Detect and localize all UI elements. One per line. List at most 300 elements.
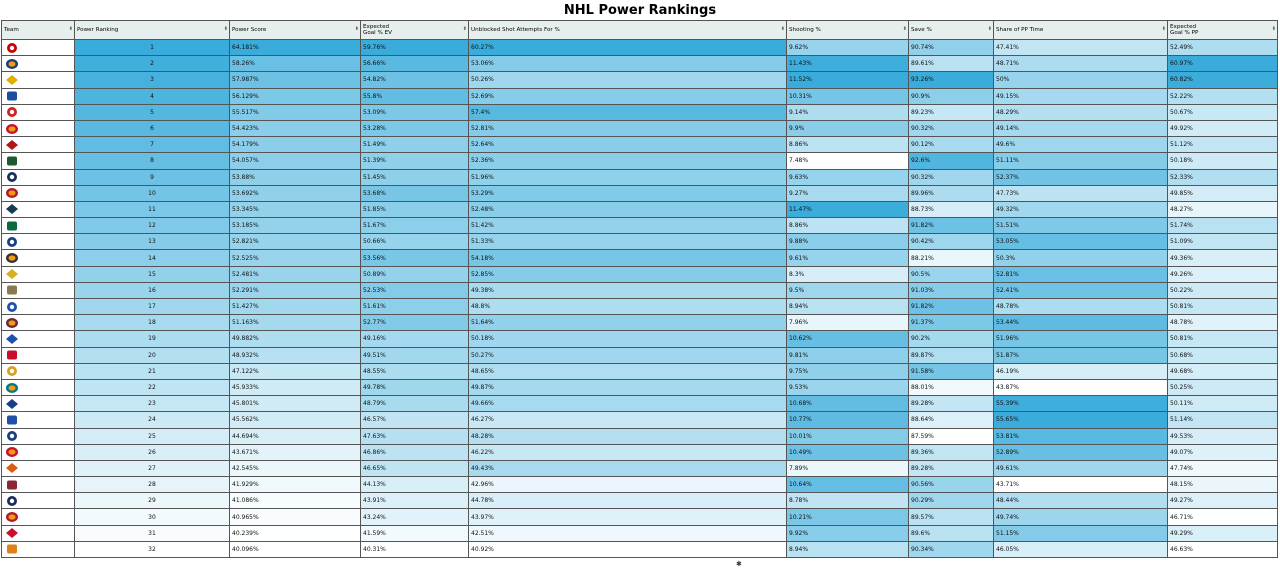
sort-icon[interactable]: ⬍ bbox=[1271, 26, 1276, 32]
detroit-red-wings-logo bbox=[3, 446, 74, 458]
column-header-label-line2: Goal % EV bbox=[363, 30, 392, 36]
cell-sv: 93.26% bbox=[909, 72, 994, 88]
table-row bbox=[2, 120, 1278, 136]
cell-sh: 10.31% bbox=[787, 88, 909, 104]
sort-icon[interactable]: ⬍ bbox=[780, 26, 785, 32]
cell-usa: 52.85% bbox=[469, 266, 787, 282]
column-header-usa[interactable] bbox=[469, 21, 787, 40]
team-logo-cell bbox=[2, 250, 75, 266]
cell-score: 53.185% bbox=[230, 218, 361, 234]
cell-xg_pp: 48.78% bbox=[1168, 315, 1278, 331]
cell-sv: 89.28% bbox=[909, 396, 994, 412]
team-logo-cell bbox=[2, 282, 75, 298]
winnipeg-jets-logo bbox=[3, 171, 74, 183]
cell-rank: 25 bbox=[75, 428, 230, 444]
cell-xg_pp: 49.53% bbox=[1168, 428, 1278, 444]
cell-sv: 89.28% bbox=[909, 460, 994, 476]
table-row bbox=[2, 331, 1278, 347]
cell-xg_ev: 55.8% bbox=[361, 88, 469, 104]
cell-sh: 9.61% bbox=[787, 250, 909, 266]
cell-xg_ev: 51.45% bbox=[361, 169, 469, 185]
cell-pp_share: 48.29% bbox=[994, 104, 1168, 120]
cell-pp_share: 48.71% bbox=[994, 56, 1168, 72]
cell-xg_pp: 50.81% bbox=[1168, 299, 1278, 315]
table-row bbox=[2, 428, 1278, 444]
cell-usa: 48.65% bbox=[469, 363, 787, 379]
cell-pp_share: 53.81% bbox=[994, 428, 1168, 444]
cell-xg_ev: 53.28% bbox=[361, 120, 469, 136]
cell-usa: 51.64% bbox=[469, 315, 787, 331]
team-logo-cell bbox=[2, 185, 75, 201]
column-header-label: Expected bbox=[363, 24, 390, 30]
cell-usa: 60.27% bbox=[469, 40, 787, 56]
cell-pp_share: 53.05% bbox=[994, 234, 1168, 250]
cell-xg_ev: 48.55% bbox=[361, 363, 469, 379]
cell-xg_pp: 49.85% bbox=[1168, 185, 1278, 201]
cell-pp_share: 49.15% bbox=[994, 88, 1168, 104]
cell-xg_pp: 49.27% bbox=[1168, 493, 1278, 509]
team-logo-cell bbox=[2, 428, 75, 444]
cell-rank: 10 bbox=[75, 185, 230, 201]
team-logo-cell bbox=[2, 347, 75, 363]
cell-pp_share: 47.41% bbox=[994, 40, 1168, 56]
cell-sv: 89.96% bbox=[909, 185, 994, 201]
cell-xg_pp: 49.26% bbox=[1168, 266, 1278, 282]
column-header-label: Shooting % bbox=[789, 27, 821, 33]
page-title: NHL Power Rankings bbox=[563, 3, 717, 18]
cell-usa: 50.26% bbox=[469, 72, 787, 88]
cell-xg_ev: 51.85% bbox=[361, 201, 469, 217]
cell-score: 58.26% bbox=[230, 56, 361, 72]
cell-pp_share: 49.61% bbox=[994, 460, 1168, 476]
sort-icon[interactable]: ⬍ bbox=[223, 26, 228, 32]
cell-sv: 90.34% bbox=[909, 541, 994, 557]
cell-score: 49.882% bbox=[230, 331, 361, 347]
cell-xg_pp: 51.09% bbox=[1168, 234, 1278, 250]
los-angeles-kings-logo bbox=[3, 252, 74, 264]
cell-sv: 89.61% bbox=[909, 56, 994, 72]
cell-rank: 32 bbox=[75, 541, 230, 557]
cell-pp_share: 51.51% bbox=[994, 218, 1168, 234]
sort-icon[interactable]: ⬍ bbox=[1161, 26, 1166, 32]
washington-capitals-logo bbox=[3, 349, 74, 361]
table-row bbox=[2, 104, 1278, 120]
cell-rank: 6 bbox=[75, 120, 230, 136]
cell-rank: 5 bbox=[75, 104, 230, 120]
cell-xg_pp: 50.18% bbox=[1168, 153, 1278, 169]
cell-rank: 9 bbox=[75, 169, 230, 185]
sort-icon[interactable]: ⬍ bbox=[462, 26, 467, 32]
table-row bbox=[2, 137, 1278, 153]
team-logo-cell bbox=[2, 266, 75, 282]
cell-xg_pp: 60.97% bbox=[1168, 56, 1278, 72]
cell-sv: 90.32% bbox=[909, 120, 994, 136]
cell-pp_share: 46.05% bbox=[994, 541, 1168, 557]
pittsburgh-penguins-logo bbox=[3, 268, 74, 280]
cell-xg_pp: 52.33% bbox=[1168, 169, 1278, 185]
cell-xg_ev: 51.67% bbox=[361, 218, 469, 234]
columbus-blue-jackets-logo bbox=[3, 495, 74, 507]
cell-rank: 30 bbox=[75, 509, 230, 525]
cell-sh: 9.53% bbox=[787, 379, 909, 395]
cell-score: 45.801% bbox=[230, 396, 361, 412]
cell-usa: 52.36% bbox=[469, 153, 787, 169]
cell-sh: 8.86% bbox=[787, 137, 909, 153]
cell-sv: 90.12% bbox=[909, 137, 994, 153]
cell-pp_share: 43.87% bbox=[994, 379, 1168, 395]
cell-xg_pp: 60.82% bbox=[1168, 72, 1278, 88]
cell-score: 40.096% bbox=[230, 541, 361, 557]
cell-pp_share: 52.41% bbox=[994, 282, 1168, 298]
cell-usa: 48.8% bbox=[469, 299, 787, 315]
cell-usa: 51.96% bbox=[469, 169, 787, 185]
column-header-sv[interactable] bbox=[909, 21, 994, 40]
colorado-avalanche-logo bbox=[3, 317, 74, 329]
table-row bbox=[2, 56, 1278, 72]
table-row bbox=[2, 379, 1278, 395]
team-logo-cell bbox=[2, 525, 75, 541]
cell-usa: 53.29% bbox=[469, 185, 787, 201]
team-logo-cell bbox=[2, 379, 75, 395]
cell-score: 55.517% bbox=[230, 104, 361, 120]
table-row bbox=[2, 412, 1278, 428]
cell-xg_ev: 56.66% bbox=[361, 56, 469, 72]
cell-sh: 8.86% bbox=[787, 218, 909, 234]
cell-score: 52.291% bbox=[230, 282, 361, 298]
cell-rank: 4 bbox=[75, 88, 230, 104]
cell-usa: 52.64% bbox=[469, 137, 787, 153]
st-louis-blues-logo bbox=[3, 414, 74, 426]
team-logo-cell bbox=[2, 56, 75, 72]
carolina-hurricanes-logo bbox=[3, 42, 74, 54]
cell-usa: 57.4% bbox=[469, 104, 787, 120]
table-row bbox=[2, 363, 1278, 379]
cell-pp_share: 51.15% bbox=[994, 525, 1168, 541]
cell-sh: 9.63% bbox=[787, 169, 909, 185]
table-row bbox=[2, 282, 1278, 298]
cell-sv: 88.73% bbox=[909, 201, 994, 217]
cell-rank: 13 bbox=[75, 234, 230, 250]
table-row bbox=[2, 201, 1278, 217]
cell-pp_share: 51.96% bbox=[994, 331, 1168, 347]
sort-icon[interactable]: ⬍ bbox=[68, 26, 73, 32]
cell-rank: 22 bbox=[75, 379, 230, 395]
column-header-team[interactable] bbox=[2, 21, 75, 40]
cell-pp_share: 52.81% bbox=[994, 266, 1168, 282]
cell-xg_pp: 50.11% bbox=[1168, 396, 1278, 412]
column-header-label: Power Score bbox=[232, 27, 267, 33]
cell-rank: 20 bbox=[75, 347, 230, 363]
cell-sh: 10.77% bbox=[787, 412, 909, 428]
cell-score: 51.163% bbox=[230, 315, 361, 331]
cell-score: 52.525% bbox=[230, 250, 361, 266]
cell-xg_ev: 43.24% bbox=[361, 509, 469, 525]
table-row bbox=[2, 299, 1278, 315]
team-logo-cell bbox=[2, 493, 75, 509]
cell-sh: 10.64% bbox=[787, 477, 909, 493]
team-logo-cell bbox=[2, 72, 75, 88]
cell-sh: 10.68% bbox=[787, 396, 909, 412]
cell-rank: 14 bbox=[75, 250, 230, 266]
cell-usa: 42.96% bbox=[469, 477, 787, 493]
cell-usa: 49.38% bbox=[469, 282, 787, 298]
cell-usa: 43.97% bbox=[469, 509, 787, 525]
cell-usa: 54.18% bbox=[469, 250, 787, 266]
cell-sh: 9.92% bbox=[787, 525, 909, 541]
cell-xg_pp: 52.49% bbox=[1168, 40, 1278, 56]
sort-icon[interactable]: ⬍ bbox=[902, 26, 907, 32]
cell-sh: 9.62% bbox=[787, 40, 909, 56]
table-row bbox=[2, 444, 1278, 460]
cell-sv: 90.9% bbox=[909, 88, 994, 104]
column-header-xg_pp[interactable] bbox=[1168, 21, 1278, 40]
column-header-label: Save % bbox=[911, 27, 932, 33]
column-header-xg_ev[interactable] bbox=[361, 21, 469, 40]
cell-score: 45.562% bbox=[230, 412, 361, 428]
cell-rank: 21 bbox=[75, 363, 230, 379]
cell-score: 53.88% bbox=[230, 169, 361, 185]
cell-rank: 3 bbox=[75, 72, 230, 88]
cell-rank: 11 bbox=[75, 201, 230, 217]
cell-xg_pp: 51.12% bbox=[1168, 137, 1278, 153]
table-row bbox=[2, 169, 1278, 185]
cell-sv: 90.74% bbox=[909, 40, 994, 56]
cell-xg_ev: 54.82% bbox=[361, 72, 469, 88]
cell-sv: 91.82% bbox=[909, 299, 994, 315]
cell-xg_pp: 49.07% bbox=[1168, 444, 1278, 460]
team-logo-cell bbox=[2, 541, 75, 557]
table-body bbox=[2, 40, 1278, 558]
cell-sv: 89.23% bbox=[909, 104, 994, 120]
cell-xg_pp: 49.36% bbox=[1168, 250, 1278, 266]
cell-xg_ev: 43.91% bbox=[361, 493, 469, 509]
edmonton-oilers-logo bbox=[3, 58, 74, 70]
column-header-score[interactable] bbox=[230, 21, 361, 40]
cell-score: 41.929% bbox=[230, 477, 361, 493]
team-logo-cell bbox=[2, 363, 75, 379]
cell-sh: 10.62% bbox=[787, 331, 909, 347]
cell-score: 40.965% bbox=[230, 509, 361, 525]
power-rankings-table bbox=[1, 20, 1278, 558]
cell-sh: 7.48% bbox=[787, 153, 909, 169]
cell-pp_share: 55.65% bbox=[994, 412, 1168, 428]
cell-rank: 8 bbox=[75, 153, 230, 169]
cell-usa: 50.18% bbox=[469, 331, 787, 347]
cell-rank: 19 bbox=[75, 331, 230, 347]
team-logo-cell bbox=[2, 88, 75, 104]
cell-rank: 28 bbox=[75, 477, 230, 493]
table-row bbox=[2, 315, 1278, 331]
cell-pp_share: 47.73% bbox=[994, 185, 1168, 201]
cell-usa: 48.28% bbox=[469, 428, 787, 444]
boston-bruins-logo bbox=[3, 74, 74, 86]
cell-sv: 88.64% bbox=[909, 412, 994, 428]
cell-pp_share: 53.44% bbox=[994, 315, 1168, 331]
cell-pp_share: 49.32% bbox=[994, 201, 1168, 217]
cell-sh: 7.89% bbox=[787, 460, 909, 476]
san-jose-sharks-logo bbox=[3, 382, 74, 394]
cell-score: 54.179% bbox=[230, 137, 361, 153]
cell-pp_share: 48.44% bbox=[994, 493, 1168, 509]
cell-xg_ev: 49.51% bbox=[361, 347, 469, 363]
cell-pp_share: 46.19% bbox=[994, 363, 1168, 379]
table-row bbox=[2, 153, 1278, 169]
anaheim-ducks-logo bbox=[3, 543, 74, 555]
column-header-pp_share[interactable] bbox=[994, 21, 1168, 40]
cell-xg_ev: 51.61% bbox=[361, 299, 469, 315]
cell-pp_share: 48.78% bbox=[994, 299, 1168, 315]
table-row bbox=[2, 185, 1278, 201]
team-logo-cell bbox=[2, 218, 75, 234]
cell-usa: 49.66% bbox=[469, 396, 787, 412]
cell-usa: 49.43% bbox=[469, 460, 787, 476]
cell-score: 54.057% bbox=[230, 153, 361, 169]
cell-xg_pp: 51.14% bbox=[1168, 412, 1278, 428]
cell-xg_ev: 44.13% bbox=[361, 477, 469, 493]
cell-sh: 8.94% bbox=[787, 299, 909, 315]
column-header-label: Unblocked Shot Attempts For % bbox=[471, 27, 560, 33]
cell-sv: 91.82% bbox=[909, 218, 994, 234]
cell-usa: 50.27% bbox=[469, 347, 787, 363]
cell-sh: 10.49% bbox=[787, 444, 909, 460]
nashville-predators-logo bbox=[3, 365, 74, 377]
cell-xg_ev: 51.39% bbox=[361, 153, 469, 169]
cell-rank: 26 bbox=[75, 444, 230, 460]
cell-pp_share: 43.71% bbox=[994, 477, 1168, 493]
team-logo-cell bbox=[2, 331, 75, 347]
cell-xg_ev: 51.49% bbox=[361, 137, 469, 153]
calgary-flames-logo bbox=[3, 106, 74, 118]
cell-usa: 52.48% bbox=[469, 201, 787, 217]
cell-score: 48.932% bbox=[230, 347, 361, 363]
cell-score: 54.423% bbox=[230, 120, 361, 136]
cell-pp_share: 52.89% bbox=[994, 444, 1168, 460]
team-logo-cell bbox=[2, 299, 75, 315]
team-logo-cell bbox=[2, 40, 75, 56]
cell-xg_ev: 48.79% bbox=[361, 396, 469, 412]
cell-score: 64.181% bbox=[230, 40, 361, 56]
philadelphia-flyers-logo bbox=[3, 462, 74, 474]
cell-sv: 87.59% bbox=[909, 428, 994, 444]
arizona-coyotes-logo bbox=[3, 479, 74, 491]
cell-sv: 90.42% bbox=[909, 234, 994, 250]
sort-icon[interactable]: ⬍ bbox=[987, 26, 992, 32]
table-row bbox=[2, 266, 1278, 282]
cell-score: 47.122% bbox=[230, 363, 361, 379]
table-row bbox=[2, 477, 1278, 493]
cell-sh: 9.5% bbox=[787, 282, 909, 298]
cell-usa: 53.06% bbox=[469, 56, 787, 72]
mouse-cursor-icon: ✱ bbox=[736, 560, 742, 568]
cell-sv: 90.32% bbox=[909, 169, 994, 185]
cell-sh: 7.96% bbox=[787, 315, 909, 331]
cell-rank: 12 bbox=[75, 218, 230, 234]
cell-xg_pp: 50.67% bbox=[1168, 104, 1278, 120]
column-header-sh[interactable] bbox=[787, 21, 909, 40]
minnesota-wild-logo bbox=[3, 155, 74, 167]
cell-score: 56.129% bbox=[230, 88, 361, 104]
team-logo-cell bbox=[2, 169, 75, 185]
cell-score: 40.239% bbox=[230, 525, 361, 541]
cell-usa: 51.42% bbox=[469, 218, 787, 234]
cell-pp_share: 49.74% bbox=[994, 509, 1168, 525]
cell-xg_ev: 52.53% bbox=[361, 282, 469, 298]
cell-score: 57.987% bbox=[230, 72, 361, 88]
ottawa-senators-logo bbox=[3, 139, 74, 151]
cell-xg_ev: 49.16% bbox=[361, 331, 469, 347]
vancouver-canucks-logo bbox=[3, 430, 74, 442]
cell-rank: 17 bbox=[75, 299, 230, 315]
column-header-rank[interactable] bbox=[75, 21, 230, 40]
table-row bbox=[2, 40, 1278, 56]
cell-usa: 42.51% bbox=[469, 525, 787, 541]
cell-xg_pp: 50.81% bbox=[1168, 331, 1278, 347]
new-jersey-devils-logo bbox=[3, 123, 74, 135]
cell-xg_pp: 46.63% bbox=[1168, 541, 1278, 557]
dallas-stars-logo bbox=[3, 220, 74, 232]
cell-sh: 8.3% bbox=[787, 266, 909, 282]
cell-score: 53.345% bbox=[230, 201, 361, 217]
cell-xg_ev: 41.59% bbox=[361, 525, 469, 541]
team-logo-cell bbox=[2, 201, 75, 217]
cell-xg_pp: 49.92% bbox=[1168, 120, 1278, 136]
cell-rank: 27 bbox=[75, 460, 230, 476]
table-row bbox=[2, 509, 1278, 525]
cell-rank: 2 bbox=[75, 56, 230, 72]
toronto-maple-leafs-logo bbox=[3, 90, 74, 102]
cell-sv: 88.21% bbox=[909, 250, 994, 266]
cell-xg_ev: 40.31% bbox=[361, 541, 469, 557]
new-york-islanders-logo bbox=[3, 301, 74, 313]
cell-sh: 9.27% bbox=[787, 185, 909, 201]
montreal-canadiens-logo bbox=[3, 511, 74, 523]
cell-xg_ev: 46.65% bbox=[361, 460, 469, 476]
cell-xg_ev: 52.77% bbox=[361, 315, 469, 331]
team-logo-cell bbox=[2, 234, 75, 250]
cell-sv: 91.03% bbox=[909, 282, 994, 298]
cell-xg_ev: 53.09% bbox=[361, 104, 469, 120]
cell-rank: 15 bbox=[75, 266, 230, 282]
cell-sh: 11.47% bbox=[787, 201, 909, 217]
table-row bbox=[2, 460, 1278, 476]
cell-sh: 9.88% bbox=[787, 234, 909, 250]
cell-xg_ev: 53.68% bbox=[361, 185, 469, 201]
cell-usa: 52.81% bbox=[469, 120, 787, 136]
table-row bbox=[2, 88, 1278, 104]
cell-rank: 1 bbox=[75, 40, 230, 56]
cell-sv: 92.6% bbox=[909, 153, 994, 169]
header-row bbox=[2, 21, 1278, 40]
cell-sh: 11.52% bbox=[787, 72, 909, 88]
team-logo-cell bbox=[2, 315, 75, 331]
cell-xg_pp: 47.74% bbox=[1168, 460, 1278, 476]
chicago-blackhawks-logo bbox=[3, 527, 74, 539]
table-row bbox=[2, 541, 1278, 557]
cell-xg_pp: 46.71% bbox=[1168, 509, 1278, 525]
cell-sh: 8.78% bbox=[787, 493, 909, 509]
cell-rank: 31 bbox=[75, 525, 230, 541]
cell-sh: 11.43% bbox=[787, 56, 909, 72]
cell-xg_pp: 49.29% bbox=[1168, 525, 1278, 541]
sort-icon[interactable]: ⬍ bbox=[354, 26, 359, 32]
cell-xg_ev: 46.57% bbox=[361, 412, 469, 428]
cell-score: 42.545% bbox=[230, 460, 361, 476]
cell-xg_pp: 50.25% bbox=[1168, 379, 1278, 395]
cell-pp_share: 55.39% bbox=[994, 396, 1168, 412]
cell-sh: 10.01% bbox=[787, 428, 909, 444]
cell-rank: 24 bbox=[75, 412, 230, 428]
cell-sv: 89.57% bbox=[909, 509, 994, 525]
